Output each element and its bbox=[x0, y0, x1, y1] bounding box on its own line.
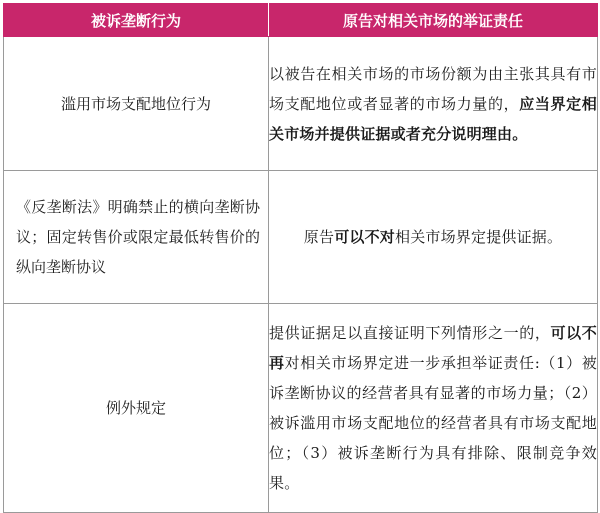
table-header-row bbox=[4, 4, 598, 37]
header-behavior: 被诉垄断行为 bbox=[4, 4, 269, 37]
table-row bbox=[4, 37, 598, 171]
header-burden: 原告对相关市场的举证责任 bbox=[269, 4, 598, 37]
table-row bbox=[4, 304, 598, 513]
burden-text: 提供证据足以直接证明下列情形之一的， bbox=[269, 324, 551, 342]
behavior-cell: 例外规定 bbox=[4, 304, 269, 513]
burden-cell bbox=[269, 37, 598, 171]
burden-text-bold: 应当界定相关市场并提供证据或者充分说明理由。 bbox=[269, 94, 597, 143]
table-row bbox=[4, 171, 598, 304]
behavior-cell: 滥用市场支配地位行为 bbox=[4, 37, 269, 171]
burden-text: 以被告在相关市场的市场份额为由主张其具有市场支配地位或者显著的市场力量的， bbox=[269, 64, 597, 113]
burden-text: 对相关市场界定进一步承担举证责任:（1）被诉垄断协议的经营者具有显著的市场力量；（2）被诉滥用市场支配地位的经营者具有市场支配地位；（3）被诉垄断行为具有排除、限制竞争效果。 bbox=[269, 354, 597, 492]
burden-text: 原告 bbox=[303, 228, 335, 246]
burden-of-proof-table bbox=[3, 3, 598, 513]
burden-text-bold: 可以不再 bbox=[269, 324, 597, 372]
burden-cell bbox=[269, 171, 598, 304]
burden-cell bbox=[269, 304, 598, 513]
behavior-cell: 《反垄断法》明确禁止的横向垄断协议；固定转售价或限定最低转售价的纵向垄断协议 bbox=[4, 171, 269, 304]
burden-text: 相关市场界定提供证据。 bbox=[395, 228, 563, 246]
burden-text-bold: 可以不对 bbox=[334, 228, 395, 246]
